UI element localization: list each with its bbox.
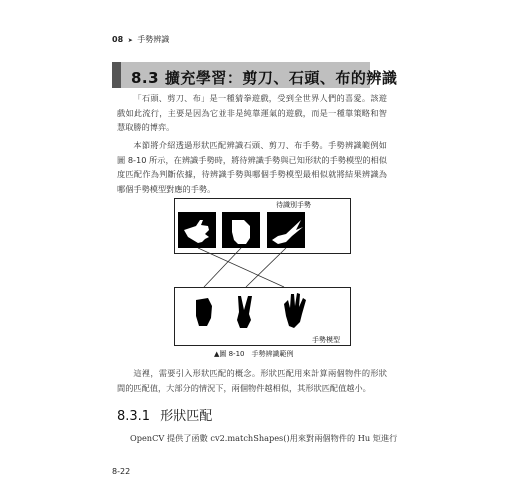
section-title: [131, 67, 397, 88]
chapter-title: 手勢辨識: [137, 35, 170, 44]
model-scissors-gesture: [234, 292, 258, 330]
query-rock-gesture: [222, 212, 260, 248]
gesture-models-label: 手勢模型: [312, 336, 340, 344]
query-gestures-label: 待識別手勢: [276, 201, 311, 209]
query-scissors-gesture: [267, 212, 305, 248]
figure-caption: ▲圖 8-10 手勢辨識範例: [214, 350, 294, 358]
opencv-paragraph-start: OpenCV 提供了函數 cv2.matchShapes()用來對兩個物件的 Hu 矩進行: [130, 433, 398, 443]
subsection-number: 8.3.1: [117, 409, 151, 424]
method-paragraph: 本節將介紹透過形狀匹配辨識石頭、剪刀、布手勢。手勢辨識範例如圖 8-10 所示，在辨識手勢時，將待辨識手勢與已知形狀的手勢模型的相似度匹配作為判斷依據，待辨識手勢與哪個手勢模型最相似就將結果辨識為哪個手勢模型對應的手勢。: [117, 140, 387, 194]
section-heading-banner: [112, 62, 398, 88]
section-number: 8.3: [131, 69, 160, 87]
running-header: [112, 34, 169, 45]
subsection-title: 形狀匹配: [160, 409, 213, 424]
rock-hand-icon: [232, 220, 250, 244]
query-paper-gesture: [178, 212, 216, 248]
intro-paragraph: 「石頭、剪刀、布」是一種猜拳遊戲，受到全世界人們的喜愛。該遊戲如此流行，主要是因為它並非是純靠運氣的遊戲，而是一種靠策略和智慧取勝的博弈。: [117, 93, 387, 132]
model-rock-gesture: [191, 292, 217, 330]
page-number: 8-22: [112, 467, 131, 476]
gesture-recognition-figure: [174, 196, 354, 348]
chapter-number: 08: [112, 35, 124, 44]
model-paper-gesture: [282, 292, 310, 330]
section-title-text: 擴充學習：剪刀、石頭、布的辨識: [164, 69, 398, 87]
subsection-heading: [117, 405, 212, 424]
banner-accent-bar: [112, 62, 121, 88]
arrow-icon: ➤: [127, 37, 133, 44]
shape-matching-paragraph: 這裡，需要引入形狀匹配的概念。形狀匹配用來計算兩個物件的形狀間的匹配值，大部分的情況下，兩個物件越相似，其形狀匹配值越小。: [117, 368, 387, 393]
